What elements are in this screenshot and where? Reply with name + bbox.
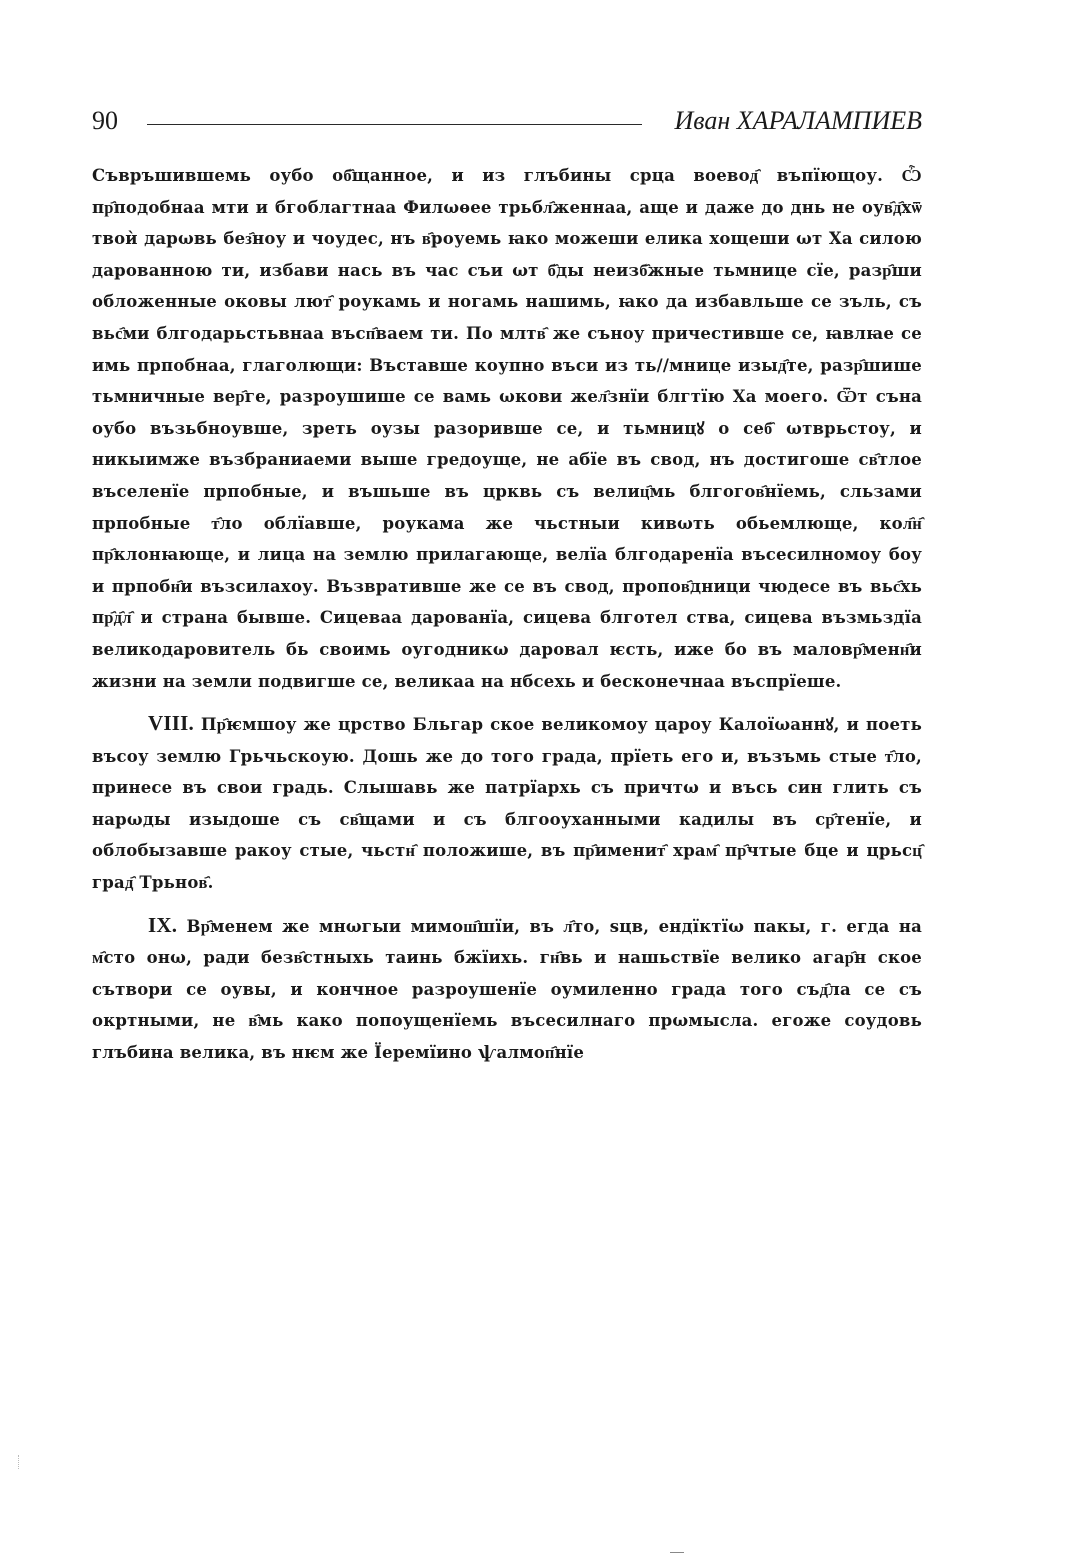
margin-mark — [18, 1455, 20, 1469]
paragraph-3 — [92, 910, 922, 1069]
paragraph-3-text: Вр҄менем же мнωгыи мимош҄шїи, въ л҄то, ѕцв, ендїктїω пакы, г. егда на м҄сто онω, ради безв҄стныхь таинь бжїихь. гн҄вь и нашьствїе велико агар҄н ское сътвори се оувы, и кончное разроушенїе оумиленно града того съд҄ла се съ окртными, не в҄мь како попоущенїемь въсесилнаго прωмысла. егоже соудовь глъбина велика, въ нѥм же Їеремїино ѱалмоп҄нїе — [92, 916, 922, 1063]
section-number-viii: VIII. — [148, 711, 194, 736]
page-number: 90 — [92, 106, 118, 135]
body-text — [92, 160, 922, 1069]
footer-mark — [670, 1552, 684, 1553]
paragraph-2-text: Пр҄ѥмшоу же црство Бльгар ское великомоу цароу Калоїωаннꙋ, и поеть въсоу землю Грьчьскоую. Дошь же до того града, прїеть его и, възъмь стые т҄ло, принесе въ свои градь. Слышавь же патрїархь съ причтω и въсь син глить съ нарωды изыдоше съ св҄щами и съ блгооуханными кадилы въ ср҄тенїе, и облобызавше ракоу стые, чьстн҄ положише, въ пр҄именит҄ храм҄ пр҄чтые бце и црьсц҄ град҄ Трьнов҄. — [92, 715, 922, 893]
paragraph-1: Съвръшившемь оубо об҄щанное, и из глъбины срца воевод҄ въпїющоу. Ѽ пр҄подобнаа мти и бгоблагтнаа Филωѳее трьбл҄женнаа, аще и даже до днь не оув҄д҄хѿ твоѝ дарωвь без҄ноу и чоудес, нъ в҄роуемь ꙗко можеши елика хощеши ωт Ха силою дарованною ти, избави нась въ час съи ωт б҄ды неизб҄жные тьмнице сїе, разр҄ши обложенные оковы лют҄ роукамь и ногамь нашимь, ꙗко да избавльше се зъль, съ вьс҄ми блгодарьстьвнаа въсп҄ваем ти. По млтв҄ же съноу причестивше се, ꙗвлꙗе се имь прпобнаа, глаголющи: Въставше коупно въси из ть//мнице изыд҄те, разр҄шише тьмничные вер҄ге, разроушише се вамь ωкови жел҄знїи блгтїю Ха моего. Ѿт съна оубо възьбноувше, зреть оузы разоривше се, и тьмницꙋ о себ҄ ωтврьстоу, и никыимже възбраниаеми выше гредоуще, не абїе въ свод, нъ достигоше св҄тлое въселенїе прпобные, и въшьше въ црквь съ велиц҄мь блгогов҄нїемь, сльзами прпобные т҄ло облїавше, роукама же чьстныи кивωть обьемлюще, кол҄н҄ пр҄клонꙗюще, и лица на землю прилагающе, велїа блгодаренїа въсесилномоу боу и прпобн҄и възсилахоу. Възвративше же се въ свод, пропов҄дници чюдесе въ вьс҄хь пр҄д҄л҄ и страна бывше. Сицеваа дарованїа, сицева блготел ства, сицева възмьздїа великодаровитель бь своимь оугодникω даровал ѥсть, иже бо въ маловр҄менн҄и жизни на земли подвигше се, великаа на нбсехь и бесконечнаа въспрїеше. — [92, 166, 922, 691]
paragraph-2 — [92, 708, 922, 899]
section-number-ix: IX. — [148, 912, 178, 937]
page-header — [92, 100, 922, 140]
header-rule — [147, 124, 642, 125]
running-head: Иван ХАРАЛАМПИЕВ — [674, 106, 922, 135]
